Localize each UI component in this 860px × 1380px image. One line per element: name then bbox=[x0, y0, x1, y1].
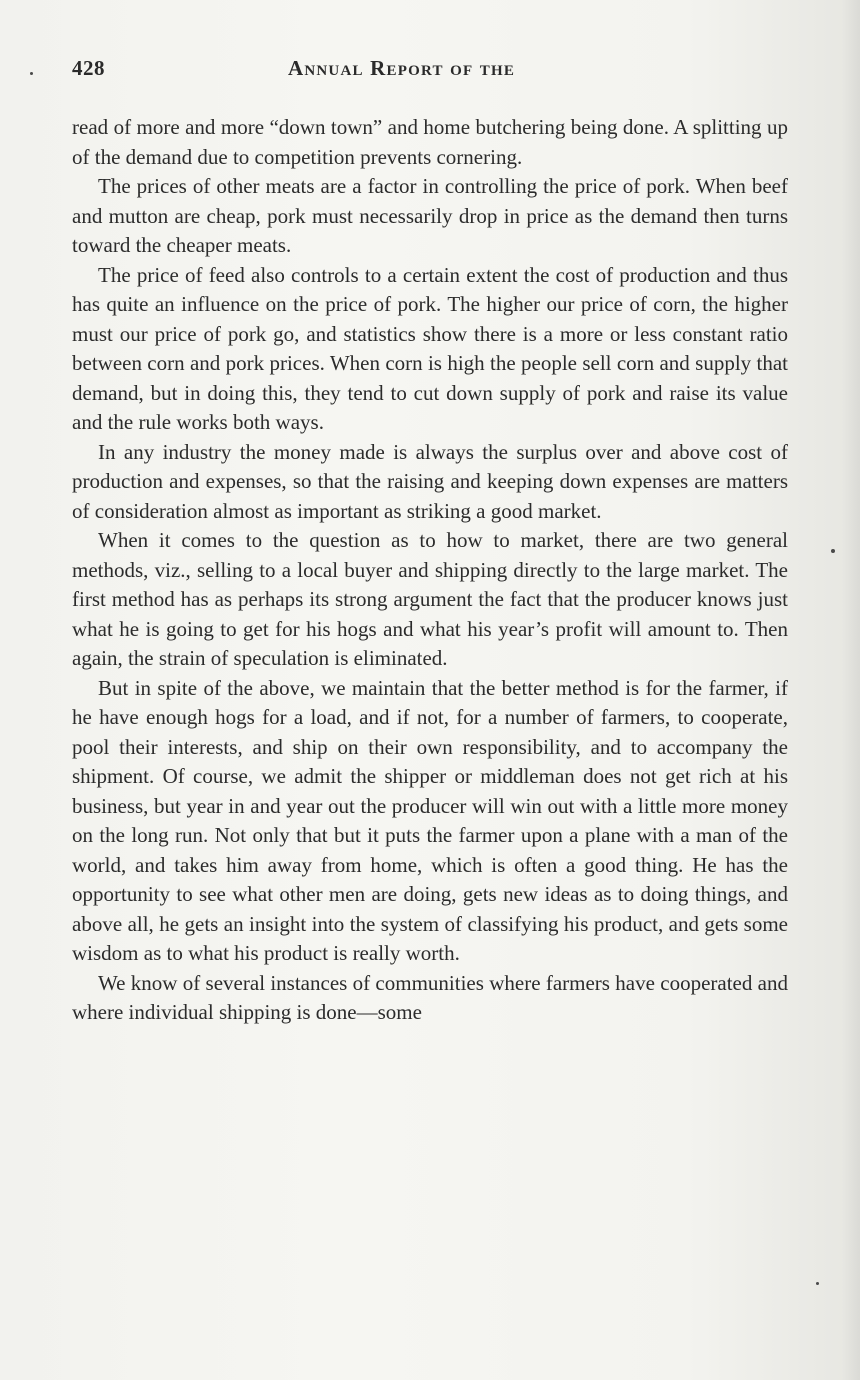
paragraph-marketing-methods: When it comes to the question as to how to market, there are two general methods, viz., selling to a local buyer and shipping directly to the large market. The first method has as perhaps its strong argument the fact that the producer knows just what he is going to get for his hogs and what his year’s profit will amount to. Then again, the strain of speculation is eliminated. bbox=[72, 528, 788, 670]
scan-speck bbox=[30, 72, 33, 75]
paragraph-continued: read of more and more “down town” and home butchering being done. A splitting up of the demand due to competition prevents cornering. bbox=[72, 115, 788, 169]
paragraph-community-instances: We know of several instances of communities where farmers have cooperated and where individual shipping is done—some bbox=[72, 970, 788, 1024]
page-number: 428 bbox=[72, 56, 105, 80]
running-title: Annual Report of the bbox=[288, 56, 516, 80]
body-text bbox=[72, 113, 788, 1028]
paragraph-meat-prices: The prices of other meats are a factor in controlling the price of pork. When beef and mutton are cheap, pork must necessarily drop in price as the demand then turns toward the cheaper meats. bbox=[72, 174, 788, 257]
page-header bbox=[72, 56, 788, 86]
paragraph-industry-surplus: In any industry the money made is always the surplus over and above cost of production and expenses, so that the raising and keeping down expenses are matters of consideration almost as important as striking a good market. bbox=[72, 439, 788, 523]
scan-speck bbox=[816, 1282, 819, 1285]
paragraph-feed-prices: The price of feed also controls to a certain extent the cost of production and thus has quite an influence on the price of pork. The higher our price of corn, the higher must our price of pork go, and statistics show there is a more or less constant ratio between corn and pork prices. When corn is high the people sell corn and supply that demand, but in doing this, they tend to cut down supply of pork and raise its value and the rule works both ways. bbox=[72, 262, 788, 434]
paragraph-cooperative-shipping: But in spite of the above, we maintain that the better method is for the farmer, if he have enough hogs for a load, and if not, for a number of farmers, to cooperate, pool their interests, and ship on their own responsibility, and to accompany the shipment. Of course, we admit the shipper or middleman does not get rich at his business, but year in and year out the producer will win out with a little more money on the long run. Not only that but it puts the farmer upon a plane with a man of the world, and takes him away from home, which is often a good thing. He has the opportunity to see what other men are doing, gets new ideas as to doing things, and above all, he gets an insight into the system of classifying his product, and gets some wisdom as to what his product is really worth. bbox=[72, 675, 788, 965]
page-edge-shadow bbox=[842, 0, 860, 1380]
scan-speck bbox=[831, 549, 835, 553]
